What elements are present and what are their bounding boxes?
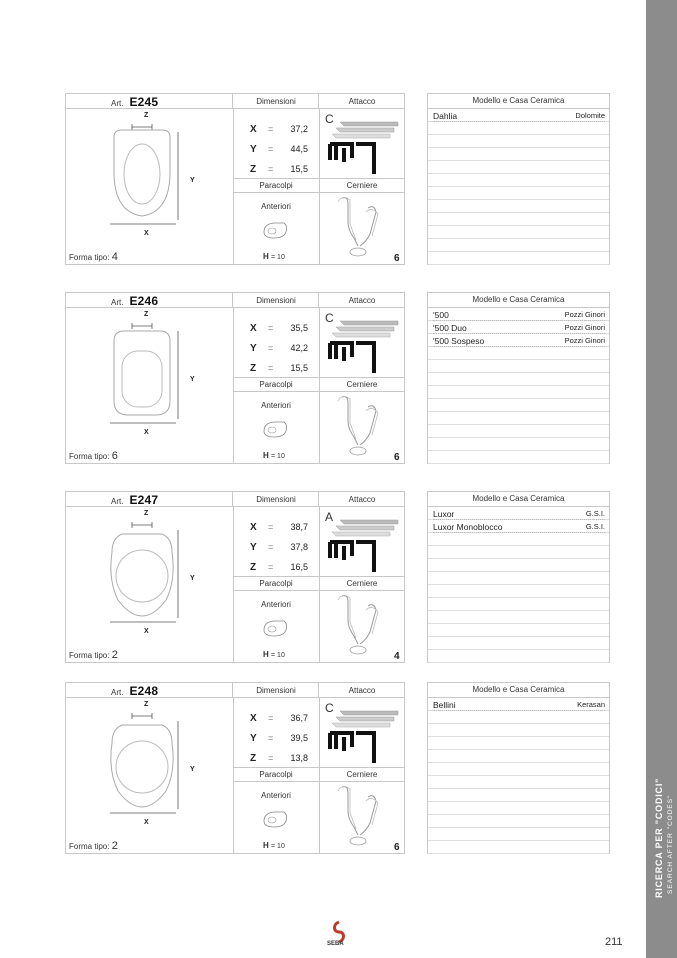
dim-z-value: 15,5 [290,363,308,373]
dim-y-eq: = [268,542,274,552]
art-label: Art. [111,298,124,307]
dimensioni-header: Dimensioni [256,97,296,106]
sidebar-band [646,0,677,958]
dim-y-key: Y [250,343,257,354]
forma-tipo [69,251,118,263]
forma-value: 2 [111,840,118,852]
z-dim-label: Z [144,510,149,517]
seat-diagram [96,311,196,436]
dim-z-value: 13,8 [290,753,308,763]
forma-value: 6 [111,450,118,462]
z-dim-label: Z [144,311,149,318]
article-label [111,493,158,507]
dimensioni-header: Dimensioni [256,296,296,305]
cerniere-header: Cerniere [346,181,378,190]
model-name: '500 [433,310,449,320]
forma-label: Forma tipo: [69,651,110,660]
dimensioni-header: Dimensioni [256,495,296,504]
model-table-header: Modello e Casa Ceramica [428,683,609,698]
model-name: '500 Sospeso [433,336,485,346]
dim-x-eq: = [268,522,274,532]
hinge-diagram [334,393,390,459]
model-table [427,682,610,854]
cerniere-header: Cerniere [346,770,378,779]
model-row [433,310,605,322]
article-code: E247 [129,493,159,507]
h-value [263,650,285,659]
forma-tipo [69,649,118,661]
attacco-diagram [328,512,400,572]
model-brand: G.S.I. [585,509,605,518]
dim-z-key: Z [250,753,257,764]
model-table-header: Modello e Casa Ceramica [428,94,609,109]
anteriori-label: Anteriori [261,202,291,211]
model-name: Bellini [433,700,456,710]
dim-x-value: 35,5 [290,323,308,333]
paracolpi-header: Paracolpi [259,770,293,779]
dimensioni-header: Dimensioni [256,686,296,695]
dim-y-value: 39,5 [290,733,308,743]
cerniere-header: Cerniere [346,579,378,588]
forma-label: Forma tipo: [69,253,110,262]
bumper-icon [262,419,290,441]
dim-z-eq: = [268,363,274,373]
footer-brand: SEBA [327,941,344,947]
h-value [263,841,285,850]
product-card [65,682,405,854]
z-dim-label: Z [144,112,149,119]
hinge-number: 4 [394,651,400,662]
art-label: Art. [111,99,124,108]
product-card [65,491,405,663]
forma-tipo [69,840,118,852]
dim-y-key: Y [250,542,257,553]
dim-x-eq: = [268,124,274,134]
attacco-diagram [328,114,400,174]
model-brand: Pozzi Ginori [564,310,605,319]
attacco-type: C [325,311,334,325]
paracolpi-header: Paracolpi [259,579,293,588]
dim-x-eq: = [268,323,274,333]
model-name: Luxor Monoblocco [433,522,503,532]
model-brand: Dolomite [575,111,605,120]
model-brand: Pozzi Ginori [564,336,605,345]
anteriori-label: Anteriori [261,600,291,609]
model-table [427,292,610,464]
paracolpi-header: Paracolpi [259,181,293,190]
model-name: '500 Duo [433,323,467,333]
bumper-icon [262,220,290,242]
article-label [111,294,158,308]
y-dim-label: Y [190,177,195,184]
dim-x-key: X [250,124,257,135]
sidebar-subtitle: SEARCH AFTER "CODES" [667,794,674,894]
dim-x-value: 37,2 [290,124,308,134]
seat-diagram [96,112,196,237]
hinge-diagram [334,783,390,849]
art-label: Art. [111,497,124,506]
dim-y-value: 37,8 [290,542,308,552]
hinge-diagram [334,194,390,260]
attacco-header: Attacco [348,495,376,504]
hinge-number: 6 [394,253,400,264]
paracolpi-header: Paracolpi [259,380,293,389]
bumper-icon [262,809,290,831]
dim-x-key: X [250,522,257,533]
seat-diagram [96,701,196,826]
model-row [433,509,605,521]
article-label [111,684,158,698]
article-label [111,95,158,109]
dim-z-value: 15,5 [290,164,308,174]
model-name: Dahlia [433,111,458,121]
dim-z-eq: = [268,562,274,572]
forma-value: 2 [111,649,118,661]
model-row [433,522,605,534]
forma-label: Forma tipo: [69,452,110,461]
h-number: = 10 [271,254,285,261]
x-dim-label: X [144,628,149,635]
dim-y-eq: = [268,733,274,743]
article-code: E245 [129,95,159,109]
model-row [433,700,605,712]
model-table-header: Modello e Casa Ceramica [428,293,609,308]
sidebar-title: RICERCA PER "CODICI" [654,777,664,898]
h-label: H [263,841,269,850]
h-label: H [263,252,269,261]
h-label: H [263,650,269,659]
model-table-header: Modello e Casa Ceramica [428,492,609,507]
model-name: Luxor [433,509,455,519]
dim-x-value: 36,7 [290,713,308,723]
dim-x-key: X [250,323,257,334]
dim-x-key: X [250,713,257,724]
model-brand: Kerasan [577,700,605,709]
dim-y-key: Y [250,144,257,155]
dim-z-eq: = [268,164,274,174]
attacco-type: C [325,701,334,715]
dim-z-key: Z [250,562,257,573]
anteriori-label: Anteriori [261,401,291,410]
model-brand: G.S.I. [585,522,605,531]
cerniere-header: Cerniere [346,380,378,389]
attacco-header: Attacco [348,97,376,106]
article-code: E246 [129,294,159,308]
z-dim-label: Z [144,701,149,708]
dim-z-key: Z [250,363,257,374]
anteriori-label: Anteriori [261,791,291,800]
hinge-diagram [334,592,390,658]
dim-y-key: Y [250,733,257,744]
product-card [65,292,405,464]
h-value [263,252,285,261]
dim-z-eq: = [268,753,274,763]
attacco-diagram [328,703,400,763]
model-table [427,491,610,663]
forma-value: 4 [111,251,118,263]
dim-z-value: 16,5 [290,562,308,572]
dim-y-eq: = [268,343,274,353]
h-number: = 10 [271,652,285,659]
attacco-header: Attacco [348,296,376,305]
dim-x-eq: = [268,713,274,723]
attacco-type: C [325,112,334,126]
dim-z-key: Z [250,164,257,175]
model-row [433,323,605,335]
dim-x-value: 38,7 [290,522,308,532]
art-label: Art. [111,688,124,697]
model-row [433,336,605,348]
bumper-icon [262,618,290,640]
x-dim-label: X [144,230,149,237]
model-brand: Pozzi Ginori [564,323,605,332]
model-row [433,111,605,123]
seat-diagram [96,510,196,635]
forma-tipo [69,450,118,462]
model-table [427,93,610,265]
forma-label: Forma tipo: [69,842,110,851]
x-dim-label: X [144,819,149,826]
h-number: = 10 [271,453,285,460]
x-dim-label: X [144,429,149,436]
h-label: H [263,451,269,460]
dim-y-value: 42,2 [290,343,308,353]
article-code: E248 [129,684,159,698]
attacco-header: Attacco [348,686,376,695]
y-dim-label: Y [190,766,195,773]
y-dim-label: Y [190,575,195,582]
attacco-diagram [328,313,400,373]
dim-y-value: 44,5 [290,144,308,154]
h-number: = 10 [271,843,285,850]
product-card [65,93,405,265]
attacco-type: A [325,510,334,524]
page-number: 211 [605,936,623,948]
hinge-number: 6 [394,842,400,853]
h-value [263,451,285,460]
dim-y-eq: = [268,144,274,154]
hinge-number: 6 [394,452,400,463]
y-dim-label: Y [190,376,195,383]
